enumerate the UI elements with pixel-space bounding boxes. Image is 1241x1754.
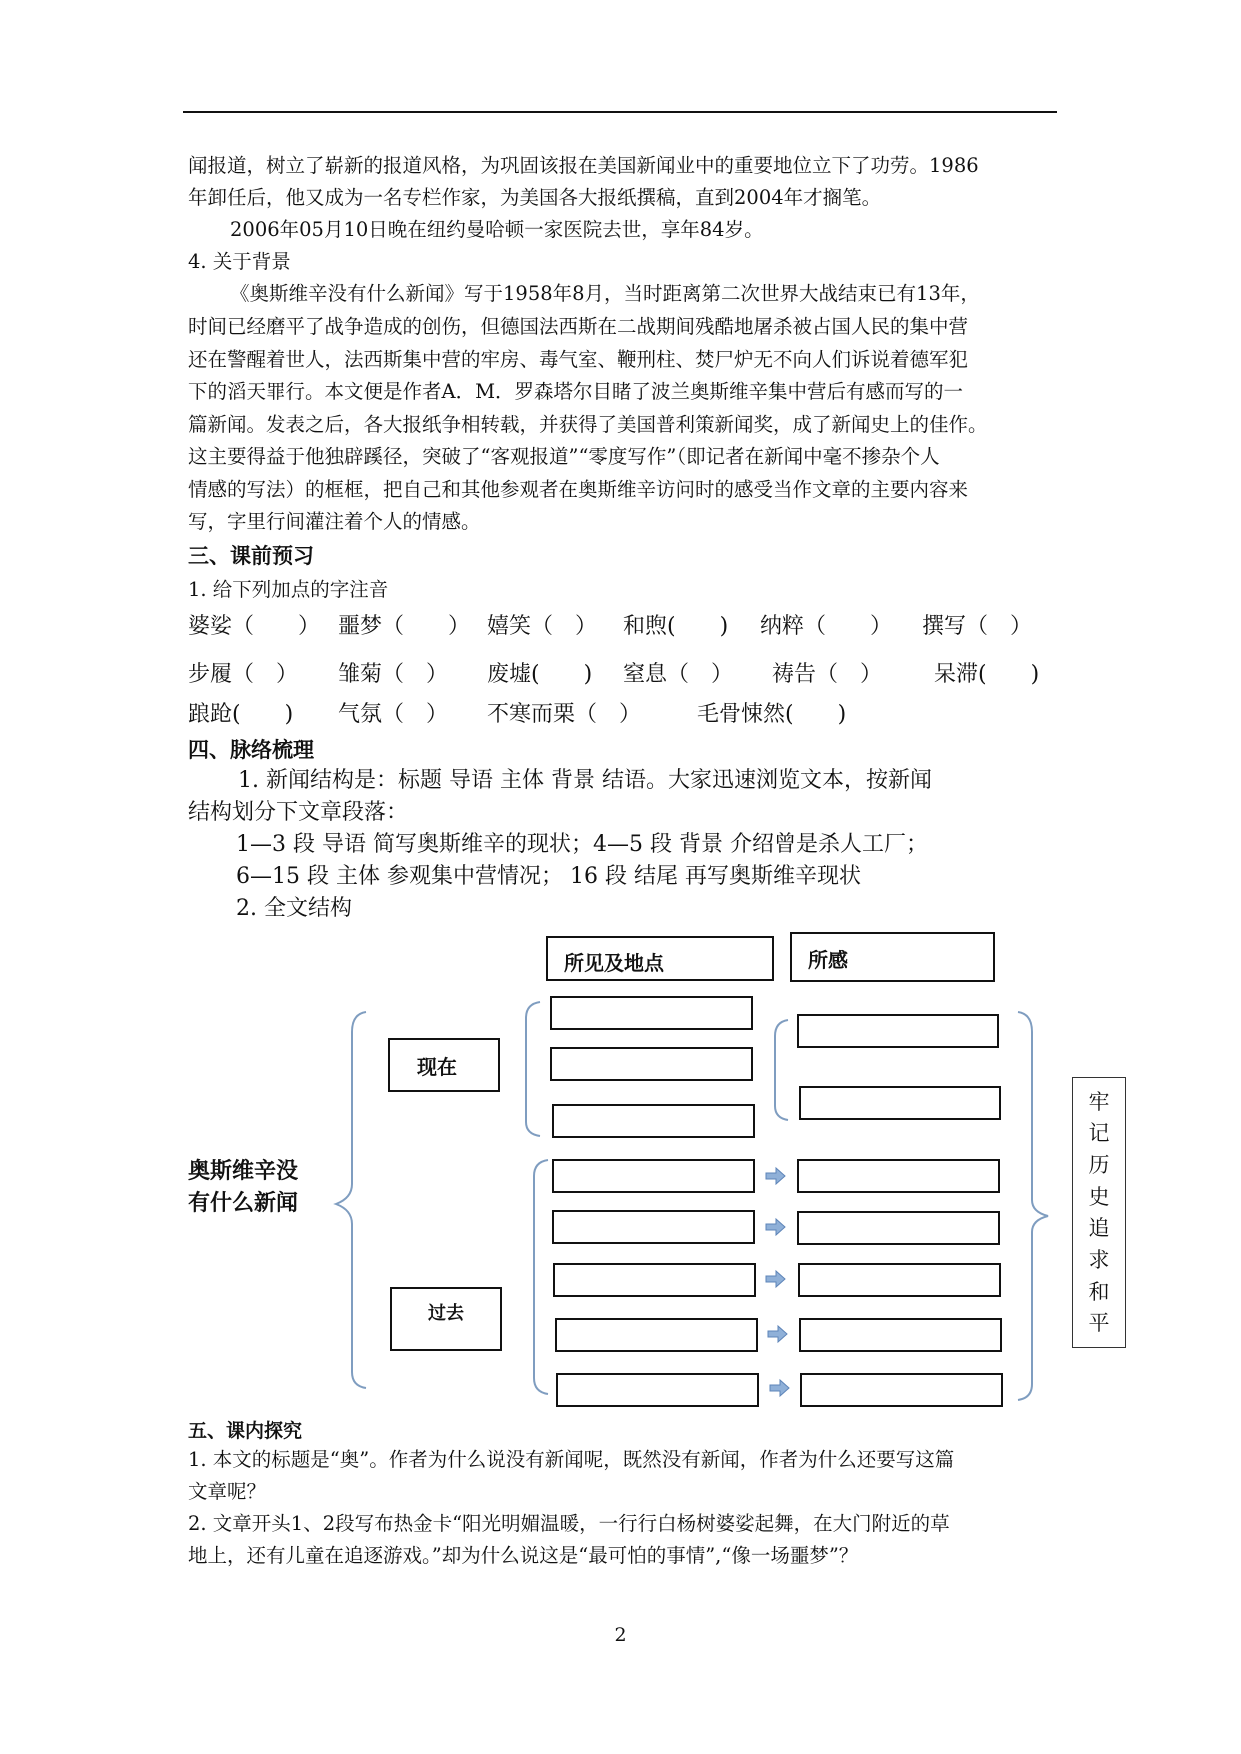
- paragraph-line: 时间已经磨平了战争造成的创伤，但德国法西斯在二战期间残酷地屠杀被占国人民的集中营: [188, 315, 969, 338]
- answer-box-past-seen[interactable]: [556, 1373, 759, 1407]
- pinyin-item: 嬉笑（ ）: [487, 614, 598, 639]
- diagram-root-line: 有什么新闻: [188, 1191, 299, 1216]
- now-label: 现在: [417, 1055, 457, 1079]
- paragraph-line: 闻报道，树立了崭新的报道风格，为巩固该报在美国新闻业中的重要地位立下了功劳。1986: [188, 154, 979, 177]
- question-line: 文章呢？: [188, 1480, 267, 1503]
- conclusion-box: [1072, 1077, 1126, 1348]
- arrow-icon: [766, 1219, 785, 1235]
- answer-box-past-felt[interactable]: [797, 1211, 1000, 1245]
- pinyin-item: 呆滞( ): [934, 662, 1040, 687]
- paragraph-line: 《奥斯维辛没有什么新闻》写于1958年8月，当时距离第二次世界大战结束已有13年，: [230, 282, 980, 305]
- arrow-icon: [766, 1271, 785, 1287]
- arrow-icon: [768, 1326, 787, 1342]
- main-brace: [336, 1012, 366, 1388]
- pinyin-item: 踉跄( ): [188, 702, 294, 727]
- conclusion-char: 求: [1088, 1247, 1110, 1272]
- pinyin-item: 不寒而栗（ ）: [487, 702, 642, 727]
- answer-box-past-seen[interactable]: [552, 1159, 755, 1193]
- paragraph-line: 下的滔天罪行。本文便是作者A．M．罗森塔尔目睹了波兰奥斯维辛集中营后有感而写的一: [188, 380, 964, 403]
- pinyin-item: 废墟( ): [487, 662, 593, 687]
- pinyin-item: 气氛（ ）: [338, 702, 449, 727]
- answer-box-now-felt[interactable]: [797, 1014, 999, 1048]
- pinyin-item: 祷告（ ）: [772, 662, 883, 687]
- pinyin-item: 纳粹（ ）: [760, 614, 893, 639]
- answer-box-now-felt[interactable]: [799, 1086, 1001, 1120]
- past-brace: [534, 1160, 548, 1394]
- conclusion-char: 史: [1088, 1184, 1110, 1209]
- answer-box-past-felt[interactable]: [799, 1318, 1002, 1352]
- header-seen-label: 所见及地点: [564, 951, 664, 975]
- pinyin-item: 雏菊（ ）: [338, 662, 449, 687]
- paragraph-line: 2006年05月10日晚在纽约曼哈顿一家医院去世，享年84岁。: [230, 218, 764, 241]
- arrow-icon: [770, 1380, 789, 1396]
- question-1: 1. 给下列加点的字注音: [188, 578, 389, 601]
- now-brace: [526, 1002, 540, 1136]
- paragraph-line: 篇新闻。发表之后，各大报纸争相转载，并获得了美国普利策新闻奖，成了新闻史上的佳作。: [188, 413, 988, 436]
- section-5-title: 五、课内探究: [188, 1420, 303, 1442]
- conclusion-char: 和: [1088, 1279, 1110, 1304]
- question-line: 地上，还有儿童在追逐游戏。”却为什么说这是“最可怕的事情”,“像一场噩梦”？: [188, 1544, 859, 1567]
- diagram-root-line: 奥斯维辛没: [188, 1159, 299, 1184]
- answer-box-past-seen[interactable]: [552, 1210, 755, 1244]
- conclusion-char: 追: [1088, 1216, 1110, 1241]
- conclusion-char: 平: [1088, 1311, 1110, 1336]
- paragraph-line: 写，字里行间灌注着个人的情感。: [188, 510, 481, 533]
- conclusion-char: 牢: [1088, 1089, 1110, 1114]
- page-number: 2: [614, 1624, 627, 1646]
- pinyin-item: 和煦( ): [623, 614, 729, 639]
- answer-box-past-seen[interactable]: [553, 1263, 756, 1297]
- question-line: 2. 文章开头1、2段写布热金卡“阳光明媚温暖，一行行白杨树婆娑起舞，在大门附近的草: [188, 1512, 950, 1535]
- segment-line: 1—3 段 导语 简写奥斯维辛的现状；4—5 段 背景 介绍曾是杀人工厂；: [236, 832, 928, 857]
- arrow-icon: [766, 1168, 785, 1184]
- structure-line: 结构划分下文章段落：: [188, 800, 409, 825]
- pinyin-item: 撰写（ ）: [922, 614, 1033, 639]
- structure-line: 1. 新闻结构是：标题 导语 主体 背景 结语。大家迅速浏览文本，按新闻: [238, 768, 932, 793]
- pinyin-item: 婆娑（ ）: [188, 614, 321, 639]
- pinyin-item: 毛骨悚然( ): [697, 702, 847, 727]
- section-3-title: 三、课前预习: [188, 544, 314, 568]
- pinyin-item: 窒息（ ）: [623, 662, 734, 687]
- answer-box-past-seen[interactable]: [555, 1318, 758, 1352]
- answer-box-past-felt[interactable]: [797, 1159, 1000, 1193]
- header-felt-label: 所感: [808, 948, 848, 972]
- answer-box-now-seen[interactable]: [550, 1047, 753, 1081]
- segment-line: 6—15 段 主体 参观集中营情况； 16 段 结尾 再写奥斯维辛现状: [236, 864, 861, 889]
- answer-box-now-seen[interactable]: [550, 996, 753, 1030]
- now-feel-brace: [775, 1020, 788, 1120]
- structure-title: 2. 全文结构: [236, 896, 352, 921]
- past-label: 过去: [428, 1303, 464, 1324]
- answer-box-now-seen[interactable]: [552, 1104, 755, 1138]
- section-4-title: 四、脉络梳理: [188, 738, 314, 762]
- paragraph-line: 情感的写法）的框框，把自己和其他参观者在奥斯维辛访问时的感受当作文章的主要内容来: [188, 478, 969, 501]
- conclusion-char: 历: [1088, 1153, 1110, 1178]
- pinyin-item: 步履（ ）: [188, 662, 299, 687]
- answer-box-past-felt[interactable]: [798, 1263, 1001, 1297]
- paragraph-line: 年卸任后，他又成为一名专栏作家，为美国各大报纸撰稿，直到2004年才搁笔。: [188, 186, 882, 209]
- answer-box-past-felt[interactable]: [800, 1373, 1003, 1407]
- conclusion-char: 记: [1088, 1121, 1110, 1146]
- question-line: 1. 本文的标题是“奥”。作者为什么说没有新闻呢，既然没有新闻，作者为什么还要写这篇: [188, 1448, 955, 1471]
- paragraph-line: 这主要得益于他独辟蹊径，突破了“客观报道”“零度写作”（即记者在新闻中毫不掺杂个人: [188, 445, 940, 468]
- paragraph-line: 还在警醒着世人，法西斯集中营的牢房、毒气室、鞭刑柱、焚尸炉无不向人们诉说着德军犯: [188, 348, 969, 371]
- pinyin-item: 噩梦（ ）: [338, 614, 471, 639]
- right-brace: [1018, 1012, 1048, 1400]
- section-4-title: 4. 关于背景: [188, 250, 291, 273]
